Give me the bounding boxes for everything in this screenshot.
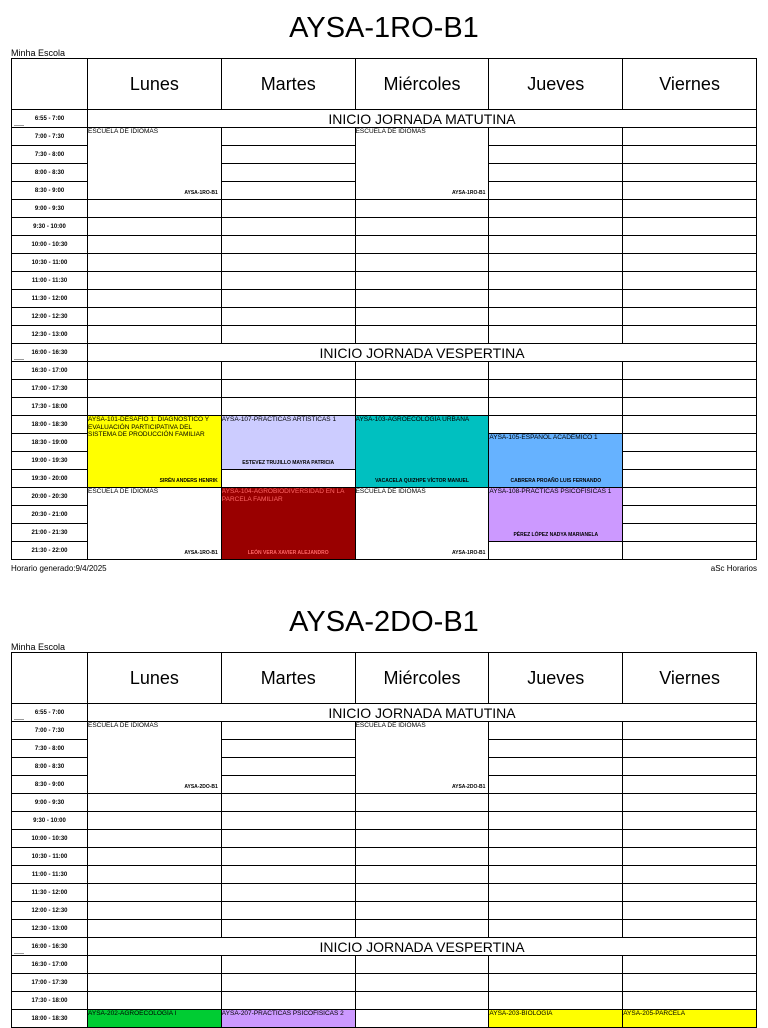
empty-cell — [489, 740, 623, 758]
time-slot: 20:00 - 20:30 — [12, 488, 88, 506]
empty-cell — [489, 902, 623, 920]
time-slot: 10:00 - 10:30 — [12, 236, 88, 254]
empty-cell — [489, 326, 623, 344]
time-slot: 9:00 - 9:30 — [12, 794, 88, 812]
empty-cell — [623, 974, 757, 992]
table-row — [12, 308, 757, 326]
empty-cell — [623, 722, 757, 740]
time-slot: 11:30 - 12:00 — [12, 290, 88, 308]
empty-cell — [221, 290, 355, 308]
time-slot: 10:30 - 11:00 — [12, 848, 88, 866]
empty-cell — [623, 236, 757, 254]
table-row — [12, 974, 757, 992]
empty-cell — [88, 236, 222, 254]
empty-cell — [88, 812, 222, 830]
empty-cell — [88, 902, 222, 920]
empty-cell — [355, 218, 489, 236]
empty-cell — [623, 812, 757, 830]
empty-cell — [88, 200, 222, 218]
time-slot: 19:30 - 20:00 — [12, 470, 88, 488]
empty-cell — [489, 992, 623, 1010]
empty-cell — [355, 974, 489, 992]
empty-cell — [489, 236, 623, 254]
empty-cell — [489, 884, 623, 902]
empty-cell — [221, 956, 355, 974]
empty-cell — [355, 398, 489, 416]
empty-cell — [88, 992, 222, 1010]
empty-cell — [623, 434, 757, 452]
time-slot: 9:30 - 10:00 — [12, 218, 88, 236]
empty-cell — [623, 794, 757, 812]
time-slot: 21:00 - 21:30 — [12, 524, 88, 542]
empty-cell — [489, 164, 623, 182]
schedule-2 — [0, 594, 768, 1024]
empty-cell — [221, 308, 355, 326]
time-slot: 16:00 - 16:30 — [12, 344, 88, 362]
empty-cell — [489, 308, 623, 326]
table-row — [12, 722, 757, 740]
day-header: Jueves — [489, 653, 623, 704]
empty-cell — [221, 218, 355, 236]
empty-cell — [88, 362, 222, 380]
corner-cell — [12, 653, 88, 704]
empty-cell — [221, 812, 355, 830]
empty-cell — [355, 884, 489, 902]
table-row — [12, 794, 757, 812]
empty-cell — [623, 524, 757, 542]
time-slot: 8:30 - 9:00 — [12, 776, 88, 794]
empty-cell — [88, 272, 222, 290]
empty-cell — [623, 380, 757, 398]
empty-cell — [221, 902, 355, 920]
table-row — [12, 704, 757, 722]
schedule-title: AYSA-2DO-B1 — [289, 606, 479, 638]
empty-cell — [623, 200, 757, 218]
time-slot: 20:30 - 21:00 — [12, 506, 88, 524]
empty-cell — [355, 362, 489, 380]
activity-cell[interactable]: ESCUELA DE IDIOMAS AYSA-1RO-B1 — [88, 488, 222, 560]
empty-cell — [489, 542, 623, 560]
time-slot: 11:30 - 12:00 — [12, 884, 88, 902]
empty-cell — [489, 290, 623, 308]
table-row — [12, 128, 757, 146]
time-slot: 8:00 - 8:30 — [12, 164, 88, 182]
corner-cell — [12, 59, 88, 110]
empty-cell — [88, 974, 222, 992]
day-header: Lunes — [88, 59, 222, 110]
day-header: Viernes — [623, 653, 757, 704]
header-row — [12, 59, 757, 110]
time-slot: 17:00 - 17:30 — [12, 380, 88, 398]
empty-cell — [489, 830, 623, 848]
table-row — [12, 362, 757, 380]
schedule-title: AYSA-1RO-B1 — [289, 12, 479, 44]
table-row — [12, 830, 757, 848]
empty-cell — [88, 866, 222, 884]
day-header: Jueves — [489, 59, 623, 110]
empty-cell — [88, 290, 222, 308]
empty-cell — [355, 326, 489, 344]
table-row — [12, 920, 757, 938]
morning-banner: INICIO JORNADA MATUTINA — [88, 704, 757, 722]
table-row — [12, 884, 757, 902]
time-slot: 19:00 - 19:30 — [12, 452, 88, 470]
empty-cell — [355, 866, 489, 884]
empty-cell — [355, 812, 489, 830]
table-row — [12, 398, 757, 416]
header-row — [12, 653, 757, 704]
empty-cell — [623, 830, 757, 848]
empty-cell — [221, 236, 355, 254]
empty-cell — [623, 884, 757, 902]
empty-cell — [623, 758, 757, 776]
empty-cell — [355, 992, 489, 1010]
table-row — [12, 236, 757, 254]
table-row — [12, 488, 757, 506]
empty-cell — [623, 254, 757, 272]
empty-cell — [623, 416, 757, 434]
empty-cell — [221, 254, 355, 272]
empty-cell — [623, 272, 757, 290]
empty-cell — [355, 308, 489, 326]
morning-banner: INICIO JORNADA MATUTINA — [88, 110, 757, 128]
empty-cell — [623, 542, 757, 560]
activity-cell[interactable]: ESCUELA DE IDIOMAS AYSA-1RO-B1 — [355, 128, 489, 200]
empty-cell — [88, 398, 222, 416]
timetable — [11, 652, 757, 1028]
generator-credit: aSc Horarios — [710, 564, 757, 573]
day-header: Martes — [221, 59, 355, 110]
empty-cell — [489, 956, 623, 974]
empty-cell — [88, 380, 222, 398]
empty-cell — [623, 488, 757, 506]
empty-cell — [355, 290, 489, 308]
empty-cell — [221, 164, 355, 182]
empty-cell — [221, 128, 355, 146]
empty-cell — [489, 794, 623, 812]
empty-cell — [88, 956, 222, 974]
activity-cell[interactable]: AYSA-205-PARCELA — [623, 1010, 757, 1028]
time-slot: 18:30 - 19:00 — [12, 434, 88, 452]
school-name: Minha Escola — [11, 642, 66, 652]
empty-cell — [221, 182, 355, 200]
empty-cell — [221, 758, 355, 776]
empty-cell — [489, 974, 623, 992]
activity-cell[interactable]: ESCUELA DE IDIOMAS AYSA-2DO-B1 — [355, 722, 489, 794]
time-slot: 11:00 - 11:30 — [12, 272, 88, 290]
empty-cell — [88, 830, 222, 848]
table-row — [12, 1010, 757, 1028]
empty-cell — [221, 722, 355, 740]
time-slot: 12:30 - 13:00 — [12, 326, 88, 344]
table-row — [12, 326, 757, 344]
time-slot: 11:00 - 11:30 — [12, 866, 88, 884]
table-row — [12, 902, 757, 920]
empty-cell — [221, 380, 355, 398]
empty-cell — [221, 740, 355, 758]
empty-cell — [221, 200, 355, 218]
activity-cell[interactable]: AYSA-207-PRACTICAS PSICOFISICAS 2 — [221, 1010, 355, 1028]
empty-cell — [355, 830, 489, 848]
empty-cell — [88, 326, 222, 344]
empty-cell — [489, 866, 623, 884]
empty-cell — [623, 992, 757, 1010]
time-slot: 12:00 - 12:30 — [12, 902, 88, 920]
empty-cell — [489, 812, 623, 830]
empty-cell — [221, 272, 355, 290]
table-row — [12, 254, 757, 272]
table-row — [12, 344, 757, 362]
empty-cell — [489, 362, 623, 380]
time-slot: 7:00 - 7:30 — [12, 722, 88, 740]
table-row — [12, 200, 757, 218]
empty-cell — [489, 776, 623, 794]
time-slot: 16:30 - 17:00 — [12, 956, 88, 974]
empty-cell — [489, 200, 623, 218]
table-row — [12, 290, 757, 308]
empty-cell — [221, 884, 355, 902]
activity-cell[interactable]: AYSA-105-ESPAÑOL ACADÉMICO 1 CABRERA PROAÑO LUIS FERNANDO — [489, 434, 623, 488]
time-slot: 17:30 - 18:00 — [12, 992, 88, 1010]
empty-cell — [623, 362, 757, 380]
empty-cell — [623, 452, 757, 470]
empty-cell — [221, 470, 355, 488]
empty-cell — [623, 866, 757, 884]
empty-cell — [623, 182, 757, 200]
empty-cell — [623, 146, 757, 164]
empty-cell — [88, 794, 222, 812]
table-row — [12, 938, 757, 956]
table-row — [12, 218, 757, 236]
empty-cell — [221, 974, 355, 992]
empty-cell — [88, 920, 222, 938]
empty-cell — [623, 776, 757, 794]
empty-cell — [623, 740, 757, 758]
day-header: Miércoles — [355, 653, 489, 704]
empty-cell — [489, 128, 623, 146]
empty-cell — [88, 254, 222, 272]
empty-cell — [489, 398, 623, 416]
activity-cell[interactable]: AYSA-107-PRÁCTICAS ARTÍSTICAS 1 ESTEVEZ TRUJILLO MAYRA PATRICIA — [221, 416, 355, 470]
empty-cell — [489, 722, 623, 740]
time-slot: 7:30 - 8:00 — [12, 740, 88, 758]
time-slot: 6:55 - 7:00 — [12, 704, 88, 722]
school-name: Minha Escola — [11, 48, 66, 58]
empty-cell — [88, 218, 222, 236]
time-slot: 10:30 - 11:00 — [12, 254, 88, 272]
time-slot: 8:30 - 9:00 — [12, 182, 88, 200]
table-row — [12, 992, 757, 1010]
empty-cell — [623, 218, 757, 236]
empty-cell — [221, 920, 355, 938]
time-slot: 7:30 - 8:00 — [12, 146, 88, 164]
activity-cell[interactable]: AYSA-108-PRÁCTICAS PSICOFÍSICAS 1 PÉREZ LÓPEZ NADYA MARIANELA — [489, 488, 623, 542]
empty-cell — [221, 362, 355, 380]
empty-cell — [623, 848, 757, 866]
empty-cell — [623, 506, 757, 524]
activity-cell[interactable]: ESCUELA DE IDIOMAS AYSA-1RO-B1 — [88, 128, 222, 200]
table-row — [12, 380, 757, 398]
timetable — [11, 58, 757, 560]
time-slot: 12:30 - 13:00 — [12, 920, 88, 938]
empty-cell — [88, 308, 222, 326]
empty-cell — [355, 380, 489, 398]
time-slot: 10:00 - 10:30 — [12, 830, 88, 848]
empty-cell — [623, 398, 757, 416]
empty-cell — [623, 290, 757, 308]
day-header: Viernes — [623, 59, 757, 110]
empty-cell — [623, 920, 757, 938]
empty-cell — [489, 758, 623, 776]
empty-cell — [355, 1010, 489, 1028]
time-slot: 21:30 - 22:00 — [12, 542, 88, 560]
empty-cell — [221, 776, 355, 794]
time-slot: 17:30 - 18:00 — [12, 398, 88, 416]
empty-cell — [355, 272, 489, 290]
table-row — [12, 272, 757, 290]
time-slot: 12:00 - 12:30 — [12, 308, 88, 326]
empty-cell — [355, 794, 489, 812]
empty-cell — [623, 308, 757, 326]
time-slot: 6:55 - 7:00 — [12, 110, 88, 128]
time-slot: 9:30 - 10:00 — [12, 812, 88, 830]
activity-cell[interactable]: AYSA-103-AGROECOLOGÍA URBANA VACACELA QUIZHPE VÍCTOR MANUEL — [355, 416, 489, 488]
empty-cell — [489, 380, 623, 398]
activity-cell[interactable]: ESCUELA DE IDIOMAS AYSA-1RO-B1 — [355, 488, 489, 560]
time-slot: 9:00 - 9:30 — [12, 200, 88, 218]
activity-cell[interactable]: AYSA-101-DESAFÍO 1: DIAGNÓSTICO Y EVALUACIÓN PARTICIPATIVA DEL SISTEMA DE PRODUCCIÓN FAMILIAR SIRÉN ANDERS HENRIK — [88, 416, 222, 488]
empty-cell — [221, 866, 355, 884]
time-slot: 18:00 - 18:30 — [12, 1010, 88, 1028]
time-slot: 7:00 - 7:30 — [12, 128, 88, 146]
empty-cell — [221, 398, 355, 416]
empty-cell — [623, 956, 757, 974]
empty-cell — [623, 470, 757, 488]
day-header: Lunes — [88, 653, 222, 704]
empty-cell — [355, 236, 489, 254]
time-slot: 16:30 - 17:00 — [12, 362, 88, 380]
empty-cell — [355, 956, 489, 974]
empty-cell — [355, 902, 489, 920]
empty-cell — [489, 416, 623, 434]
empty-cell — [489, 218, 623, 236]
activity-cell[interactable]: AYSA-203-BIOLOGÍA — [489, 1010, 623, 1028]
empty-cell — [489, 848, 623, 866]
empty-cell — [221, 848, 355, 866]
time-slot: 17:00 - 17:30 — [12, 974, 88, 992]
empty-cell — [355, 254, 489, 272]
empty-cell — [623, 326, 757, 344]
empty-cell — [489, 146, 623, 164]
empty-cell — [221, 146, 355, 164]
table-row — [12, 416, 757, 434]
time-slot: 16:00 - 16:30 — [12, 938, 88, 956]
empty-cell — [489, 920, 623, 938]
evening-banner: INICIO JORNADA VESPERTINA — [88, 344, 757, 362]
empty-cell — [221, 326, 355, 344]
time-slot: 18:00 - 18:30 — [12, 416, 88, 434]
empty-cell — [355, 200, 489, 218]
activity-cell[interactable]: AYSA-104-AGROBIODIVERSIDAD EN LA PARCELA FAMILIAR LEÓN VERA XAVIER ALEJANDRO — [221, 488, 355, 560]
time-slot: 8:00 - 8:30 — [12, 758, 88, 776]
activity-cell[interactable]: ESCUELA DE IDIOMAS AYSA-2DO-B1 — [88, 722, 222, 794]
day-header: Miércoles — [355, 59, 489, 110]
table-row — [12, 956, 757, 974]
empty-cell — [489, 182, 623, 200]
generated-date: Horario generado:9/4/2025 — [11, 564, 107, 573]
activity-cell[interactable]: AYSA-202-AGROECOLOGÍA I — [88, 1010, 222, 1028]
table-row — [12, 812, 757, 830]
empty-cell — [489, 272, 623, 290]
empty-cell — [221, 794, 355, 812]
empty-cell — [623, 902, 757, 920]
empty-cell — [88, 884, 222, 902]
empty-cell — [623, 128, 757, 146]
table-row — [12, 848, 757, 866]
empty-cell — [221, 830, 355, 848]
empty-cell — [623, 164, 757, 182]
empty-cell — [88, 848, 222, 866]
evening-banner: INICIO JORNADA VESPERTINA — [88, 938, 757, 956]
empty-cell — [355, 848, 489, 866]
empty-cell — [221, 992, 355, 1010]
empty-cell — [355, 920, 489, 938]
empty-cell — [489, 254, 623, 272]
table-row — [12, 110, 757, 128]
day-header: Martes — [221, 653, 355, 704]
table-row — [12, 866, 757, 884]
